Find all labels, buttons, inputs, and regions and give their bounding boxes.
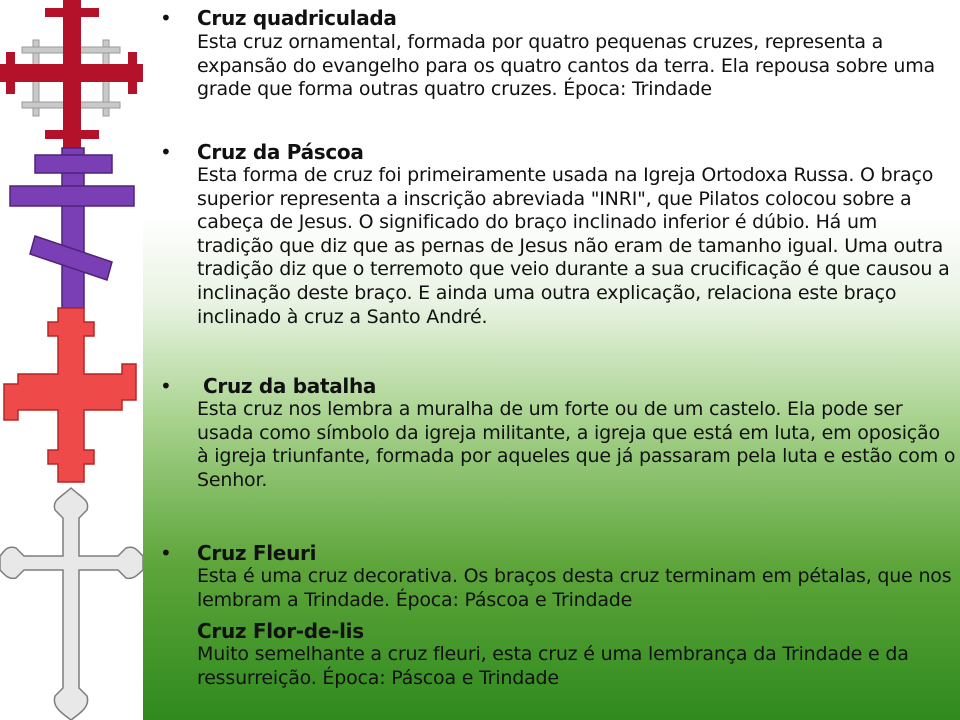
item-description: Esta cruz ornamental, formada por quatro pequenas cruzes, representa a expansão do evangelho para os quatro cantos da terra. Ela repousa sobre uma grade que forma outras quatro cruzes. Época: Trindade (197, 31, 935, 101)
bullet: • (160, 140, 172, 164)
bullet: • (160, 374, 172, 398)
item-subdescription: Muito semelhante a cruz fleuri, esta cruz é uma lembrança da Trindade e da ressurreição. Época: Páscoa e Trindade (197, 643, 909, 689)
cross-images-strip (0, 0, 143, 720)
content-panel (143, 0, 960, 720)
item-title: Cruz Fleuri (197, 541, 317, 565)
item-title: Cruz da batalha (203, 374, 377, 398)
item-description: Esta é uma cruz decorativa. Os braços desta cruz terminam em pétalas, que nos lembram a Trindade. Época: Páscoa e Trindade (197, 565, 952, 611)
bullet: • (160, 6, 172, 30)
item-subtitle: Cruz Flor-de-lis (197, 619, 364, 643)
cross-pascoa-icon (10, 148, 134, 308)
item-description: Esta cruz nos lembra a muralha de um forte ou de um castelo. Ela pode ser usada como símbolo da igreja militante, a igreja que está em luta, em oposição à igreja triunfante, formada por aqueles que já passaram pela luta e estão com o Senhor. (197, 398, 956, 491)
cross-quadriculada-icon (0, 0, 143, 148)
cross-fleuri-icon (0, 488, 143, 720)
bullet: • (160, 541, 172, 565)
cross-batalha-icon (4, 308, 136, 482)
item-title: Cruz da Páscoa (197, 140, 364, 164)
item-description: Esta forma de cruz foi primeiramente usada na Igreja Ortodoxa Russa. O braço superior representa a inscrição abreviada "INRI", que Pilatos colocou sobre a cabeça de Jesus. O significado do braço inclinado inferior é dúbio. Há um tradição que diz que as pernas de Jesus não eram de tamanho igual. Uma outra tradição diz que o terremoto que veio durante a sua crucificação é que causou a inclinação deste braço. E ainda uma outra explicação, relaciona este braço inclinado à cruz a Santo André. (197, 164, 950, 328)
item-title: Cruz quadriculada (197, 6, 397, 30)
